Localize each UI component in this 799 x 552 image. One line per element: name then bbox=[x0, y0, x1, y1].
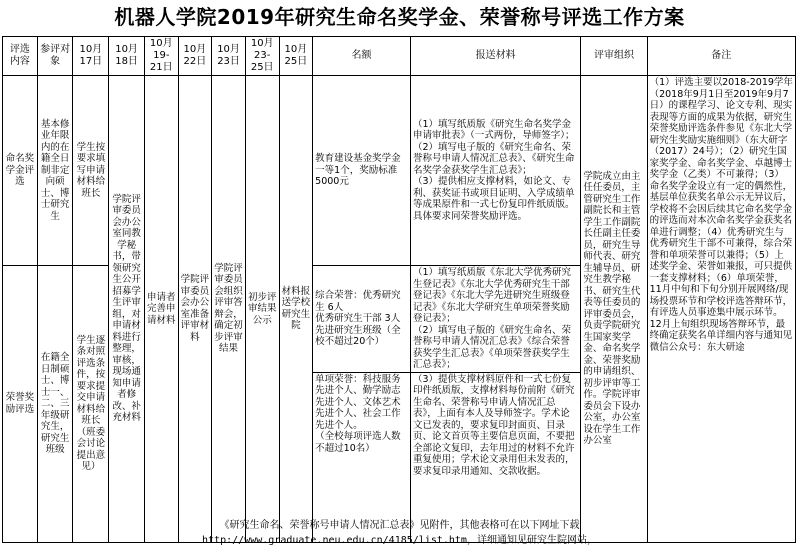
row2-quota-single: 单项荣誉：科技服务先进个人、勤学励志先进个人、文体艺术先进个人、社会工作先进个人。 （全校每项评选人数不超过10名） bbox=[313, 372, 411, 542]
header-date-5: 10月23日 bbox=[212, 37, 246, 76]
row1-content: 命名奖学金评选 bbox=[3, 76, 38, 266]
header-remarks: 备注 bbox=[647, 37, 795, 76]
merged-date-4: 学院评审委员会办公室准备评审材料 bbox=[178, 76, 212, 543]
header-date-1: 10月17日 bbox=[73, 37, 109, 76]
row2-content: 荣誉奖励评选 bbox=[3, 266, 38, 543]
header-materials: 报送材料 bbox=[410, 37, 580, 76]
merged-date-2: 学院评审委员会办公室同教学秘书，带领研究生公开招募学生评审组，对申请材料进行整理，审核，现场通知申请者修改、补充材料 bbox=[109, 76, 145, 543]
header-date-7: 10月25日 bbox=[279, 37, 313, 76]
header-date-3: 10月19-21日 bbox=[144, 37, 178, 76]
footer-line-2-suffix: ，详细通知见研究生院网站， bbox=[466, 535, 597, 546]
row2-target: 在籍全日制硕士、博士一、二、三年级研究生，研究生班级 bbox=[37, 266, 73, 543]
header-quota: 名额 bbox=[313, 37, 411, 76]
row2-date-1: 学生逐条对照评选条件，按要求提交申请材料给班长（班委会讨论提出意见） bbox=[73, 266, 109, 543]
header-target: 参评对象 bbox=[37, 37, 73, 76]
header-date-2: 10月18日 bbox=[109, 37, 145, 76]
row2-materials-a: （1）填写纸质版《东北大学优秀研究生登记表》《东北大学优秀研究生干部登记表》《东北大学先进研究生班级登记表》《东北大学研究生单项荣誉奖励登记表》； （2）填写电子版的《研究生命名、荣誉称号申请人情况汇总表》《综合荣誉获奖学生汇总表》《单项荣誉获奖学生汇总表》； bbox=[410, 266, 580, 373]
row1-date-1: 学生按要求填写申请材料给班长 bbox=[73, 76, 109, 266]
row1-materials: （1）填写纸质版《研究生命名奖学金申请审批表》（一式两份，导师签字）； （2）填写电子版的《研究生命名、荣誉称号申请人情况汇总表》、《研究生命名奖学金获奖学生汇总表》； （3）提供相应支撑材料，如论文、专利、获奖证书或项目证明、入学成绩单等成果原件和一式七份复印件纸质版。具体要求同荣誉奖励评选。 bbox=[410, 76, 580, 266]
header-content: 评选内容 bbox=[3, 37, 38, 76]
table-header-row bbox=[3, 37, 796, 76]
footer-note bbox=[0, 518, 799, 548]
row1-quota: 教育建设基金奖学金一等1个，奖励标准5000元 bbox=[313, 76, 411, 266]
header-org: 评审组织 bbox=[581, 37, 647, 76]
footer-line-2 bbox=[0, 533, 799, 548]
merged-date-5: 学院评审委员会组织评审答辩会，确定初步评审结果 bbox=[212, 76, 246, 543]
merged-org: 学院成立由主任任委员，主管研究生工作副院长和主管学生工作副院长任副主任委员，研究生导师代表、研究生辅导员、研究生教学秘书、研究生代表等任委员的评审委员会，负责学院研究生国家奖学金、命名奖学金、荣誉奖励的申请组织、初步评审等工作。学院评审委员会下设办公室，办公室设在学生工作办公室 bbox=[581, 76, 647, 543]
row2-materials-b: （3）提供支撑材料原件和一式七份复印件纸质版，支撑材料每份前附《研究生命名、荣誉称号申请人情况汇总表》，上面有本人及导师签字。学术论文已发表的，要求复印封面页、目录页、论文首页等主要信息页面，不要把全部论文复印，去年用过的材料不允许重复使用；学术论文录用但未发表的，要求复印录用通知、交款收据。 bbox=[410, 372, 580, 542]
merged-remarks: （1）评选主要以2018-2019学年（2018年9月1日至2019年9月7日）的课程学习、论文专利、现实表现等方面的成果为依据，研究生荣誉奖励评选条件参见《东北大学研究生奖励实施细则》（东大研字（2017）24号）；（2）研究生国家奖学金、命名奖学金、卓越博士奖学金（乙类）不可兼得；（3）命名奖学金设立有一定的偶然性，基层单位获奖名单公示无异议后，学校将不会因后续其它命名奖学金的评选而对本次命名奖学金获奖名单进行调整；（4）优秀研究生与优秀研究生干部不可兼得，综合荣誉和单项荣誉可以兼得；（5）上述奖学金、荣誉如兼报，可只提供一套支撑材料；（6）单项荣誉，11月中旬和下旬分别开展网络/现场投票环节和学校评选答辩环节，有评选人员事迹集中展示环节。12月上旬组织现场答辩环节，最终确定获奖名单详细内容与通知见微信公众号：东大研途 bbox=[647, 76, 795, 543]
merged-date-7: 材料报送学校研究生院 bbox=[279, 76, 313, 543]
header-date-6: 10月23-25日 bbox=[245, 37, 279, 76]
download-link[interactable]: http://www.graduate.neu.edu.cn/4185/list.htm bbox=[202, 535, 467, 546]
merged-date-3: 申请者完善申请材料 bbox=[144, 76, 178, 543]
merged-date-6: 初步评审结果公示 bbox=[245, 76, 279, 543]
selection-plan-table bbox=[2, 36, 796, 543]
page-title: 机器人学院2019年研究生命名奖学金、荣誉称号评选工作方案 bbox=[114, 5, 685, 29]
header-date-4: 10月22日 bbox=[178, 37, 212, 76]
table-row bbox=[3, 76, 796, 266]
row2-quota-overall: 综合荣誉：优秀研究生 6人 优秀研究生干部 3人 先进研究生班级（全校不超过20个） bbox=[313, 266, 411, 373]
footer-line-1: 《研究生命名、荣誉称号申请人情况汇总表》见附件，其他表格可在以下网址下载 bbox=[219, 520, 580, 531]
row1-target: 基本修业年限内的在籍全日制非定向硕士、博士研究生 bbox=[37, 76, 73, 266]
